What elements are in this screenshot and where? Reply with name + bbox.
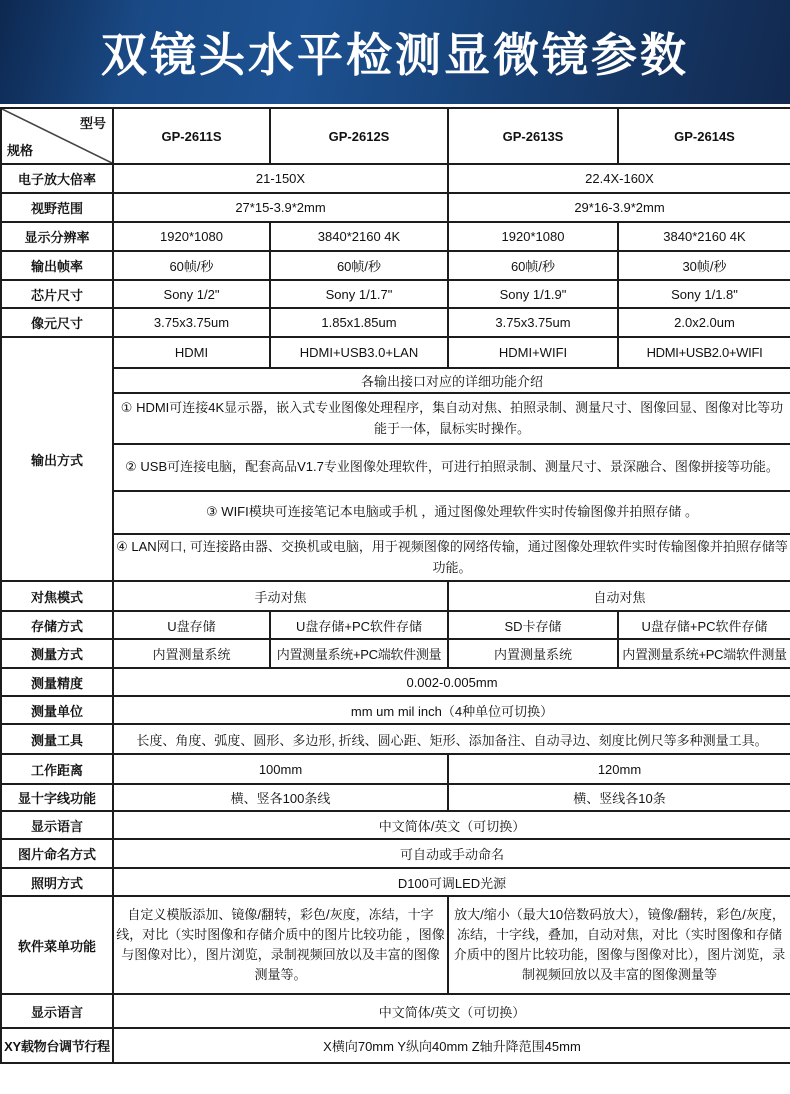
- spec-value: 3.75x3.75um: [113, 308, 270, 337]
- row-label: 测量方式: [1, 639, 113, 668]
- table-row-pixel: [1, 308, 790, 337]
- spec-value: 1920*1080: [448, 222, 618, 251]
- spec-value: U盘存储: [113, 611, 270, 639]
- row-label: 测量工具: [1, 724, 113, 754]
- row-label: 像元尺寸: [1, 308, 113, 337]
- table-row-tools: [1, 724, 790, 754]
- corner-label-spec: 规格: [7, 143, 34, 158]
- spec-value: HDMI: [113, 337, 270, 368]
- spec-value: 29*16-3.9*2mm: [448, 193, 790, 222]
- model-name-gp2614s: GP-2614S: [618, 108, 790, 164]
- row-label: 测量精度: [1, 668, 113, 696]
- table-row-measure-method: [1, 639, 790, 668]
- spec-value: 内置测量系统: [113, 639, 270, 668]
- model-name-gp2612s: GP-2612S: [270, 108, 448, 164]
- table-row-lighting: [1, 868, 790, 896]
- spec-value: 可自动或手动命名: [113, 839, 790, 868]
- table-row-working-distance: [1, 754, 790, 784]
- spec-value: 横、竖线各10条: [448, 784, 790, 811]
- output-detail-wifi: ③ WIFI模块可连接笔记本电脑或手机 ，通过图像处理软件实时传输图像并拍照存储 。: [113, 491, 790, 534]
- row-label: 显示语言: [1, 811, 113, 839]
- row-label: 显示分辨率: [1, 222, 113, 251]
- table-row-output-detail-2: [1, 444, 790, 491]
- spec-value: 120mm: [448, 754, 790, 784]
- page-title: 双镜头水平检测显微镜参数: [101, 29, 689, 81]
- software-functions-right: 放大/缩小（最大10倍数码放大），镜像/翻转，彩色/灰度，冻结，十字线，叠加，自动对焦，对比（实时图像和存储介质中的图片比较功能，图像与图像对比），图片浏览，录制视频回放以及丰富的图像测量等: [448, 896, 790, 994]
- spec-value: 内置测量系统: [448, 639, 618, 668]
- row-label: 显十字线功能: [1, 784, 113, 811]
- model-name-gp2611s: GP-2611S: [113, 108, 270, 164]
- spec-value: 2.0x2.0um: [618, 308, 790, 337]
- spec-value: Sony 1/2": [113, 280, 270, 308]
- spec-value: 60帧/秒: [448, 251, 618, 280]
- row-label: 测量单位: [1, 696, 113, 724]
- spec-value: 长度、角度、弧度、圆形、多边形, 折线、圆心距、矩形、添加备注、自动寻边、刻度比例尺等多种测量工具。: [113, 724, 790, 754]
- spec-value: mm um mil inch（4种单位可切换）: [113, 696, 790, 724]
- table-row-software: [1, 896, 790, 994]
- row-label-output: 输出方式: [1, 337, 113, 581]
- spec-value: 1920*1080: [113, 222, 270, 251]
- spec-value: 60帧/秒: [270, 251, 448, 280]
- spec-value: 21-150X: [113, 164, 448, 193]
- table-row-output-detail-4: [1, 534, 790, 581]
- row-label: 存储方式: [1, 611, 113, 639]
- row-label: 输出帧率: [1, 251, 113, 280]
- table-row-xy-stage: [1, 1028, 790, 1063]
- table-row-units: [1, 696, 790, 724]
- spec-value: U盘存储+PC软件存储: [618, 611, 790, 639]
- row-label: 图片命名方式: [1, 839, 113, 868]
- output-detail-hdmi: ① HDMI可连接4K显示器，嵌入式专业图像处理程序，集自动对焦、拍照录制、测量尺寸、图像回显、图像对比等功能于一体，鼠标实时操作。: [113, 393, 790, 444]
- table-row-storage: [1, 611, 790, 639]
- table-row-sensor: [1, 280, 790, 308]
- corner-label-model: 型号: [79, 116, 106, 131]
- spec-value: 内置测量系统+PC端软件测量: [270, 639, 448, 668]
- row-label: 软件菜单功能: [1, 896, 113, 994]
- output-detail-header: 各输出接口对应的详细功能介绍: [113, 368, 790, 393]
- spec-value: HDMI+WIFI: [448, 337, 618, 368]
- spec-value: HDMI+USB2.0+WIFI: [618, 337, 790, 368]
- spec-value: Sony 1/1.7": [270, 280, 448, 308]
- table-row-resolution: [1, 222, 790, 251]
- header-corner-cell: [1, 108, 113, 164]
- table-header-row: [1, 108, 790, 164]
- spec-value: 自动对焦: [448, 581, 790, 611]
- table-row-crosshair: [1, 784, 790, 811]
- spec-value: Sony 1/1.8": [618, 280, 790, 308]
- software-functions-left: 自定义模版添加、镜像/翻转，彩色/灰度，冻结，十字线，对比（实时图像和存储介质中的图片比较功能 ，图像与图像对比），图片浏览，录制视频回放以及丰富的图像测量等。: [113, 896, 448, 994]
- row-label: 照明方式: [1, 868, 113, 896]
- table-row-language-1: [1, 811, 790, 839]
- table-row-output-detail-1: [1, 393, 790, 444]
- row-label: 芯片尺寸: [1, 280, 113, 308]
- title-banner: [0, 0, 790, 104]
- row-label: 对焦模式: [1, 581, 113, 611]
- spec-value: 中文简体/英文（可切换）: [113, 811, 790, 839]
- spec-value: 中文简体/英文（可切换）: [113, 994, 790, 1028]
- table-row-focus: [1, 581, 790, 611]
- spec-value: 内置测量系统+PC端软件测量: [618, 639, 790, 668]
- spec-value: SD卡存储: [448, 611, 618, 639]
- output-detail-usb: ② USB可连接电脑，配套高品V1.7专业图像处理软件，可进行拍照录制、测量尺寸、景深融合、图像拼接等功能。: [113, 444, 790, 491]
- spec-value: D100可调LED光源: [113, 868, 790, 896]
- row-label: 视野范围: [1, 193, 113, 222]
- spec-value: 0.002-0.005mm: [113, 668, 790, 696]
- table-row-naming: [1, 839, 790, 868]
- spec-value: 3.75x3.75um: [448, 308, 618, 337]
- output-detail-lan: ④ LAN网口, 可连接路由器、交换机或电脑，用于视频图像的网络传输，通过图像处理软件实时传输图像并拍照存储等功能。: [113, 534, 790, 581]
- spec-value: 60帧/秒: [113, 251, 270, 280]
- spec-value: X横向70mm Y纵向40mm Z轴升降范围45mm: [113, 1028, 790, 1063]
- spec-value: HDMI+USB3.0+LAN: [270, 337, 448, 368]
- row-label: 工作距离: [1, 754, 113, 784]
- spec-value: 3840*2160 4K: [618, 222, 790, 251]
- model-name-gp2613s: GP-2613S: [448, 108, 618, 164]
- row-label: 电子放大倍率: [1, 164, 113, 193]
- table-row-magnification: [1, 164, 790, 193]
- spec-value: 100mm: [113, 754, 448, 784]
- spec-value: 30帧/秒: [618, 251, 790, 280]
- row-label: 显示语言: [1, 994, 113, 1028]
- table-row-fov: [1, 193, 790, 222]
- spec-table: [0, 107, 790, 1064]
- table-row-output-detail-header: [1, 368, 790, 393]
- spec-value: 22.4X-160X: [448, 164, 790, 193]
- table-row-framerate: [1, 251, 790, 280]
- table-row-accuracy: [1, 668, 790, 696]
- row-label: XY载物台调节行程: [1, 1028, 113, 1063]
- spec-value: U盘存储+PC软件存储: [270, 611, 448, 639]
- table-row-language-2: [1, 994, 790, 1028]
- table-row-output-interfaces: [1, 337, 790, 368]
- spec-value: Sony 1/1.9": [448, 280, 618, 308]
- spec-value: 27*15-3.9*2mm: [113, 193, 448, 222]
- spec-value: 3840*2160 4K: [270, 222, 448, 251]
- spec-value: 1.85x1.85um: [270, 308, 448, 337]
- table-row-output-detail-3: [1, 491, 790, 534]
- spec-value: 手动对焦: [113, 581, 448, 611]
- spec-value: 横、竖各100条线: [113, 784, 448, 811]
